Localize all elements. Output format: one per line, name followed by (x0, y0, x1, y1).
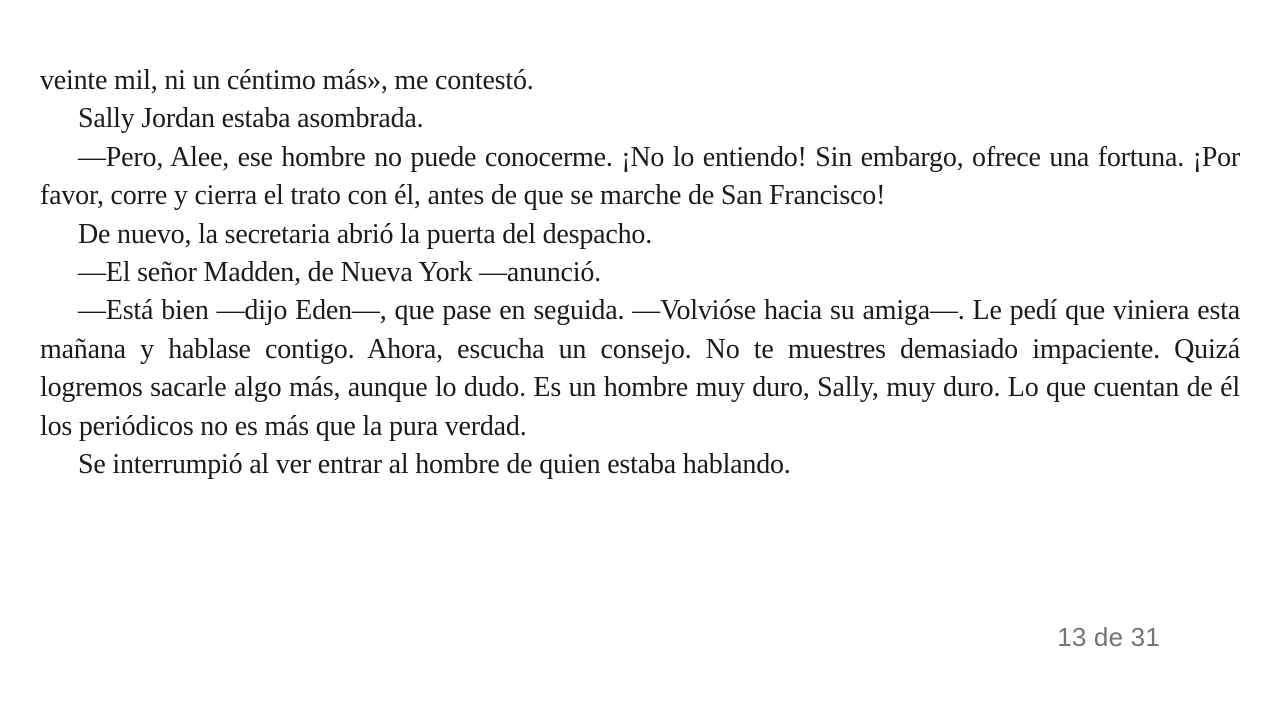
book-text-column (40, 62, 1240, 484)
page-indicator: 13 de 31 (1057, 622, 1160, 652)
paragraph: Se interrumpió al ver entrar al hombre de quien estaba hablando. (78, 449, 791, 481)
paragraph: —El señor Madden, de Nueva York —anunció. (78, 257, 601, 289)
paragraph: —Está bien —dijo Eden—, que pase en seguida. —Volvióse hacia su amiga—. Le pedí que viniera esta mañana y hablase contigo. Ahora, escucha un consejo. No te muestres demasiado impaciente. Quizá logremos sacarle algo más, aunque lo dudo. Es un hombre muy duro, Sally, muy duro. Lo que cuentan de él los periódicos no es más que la pura verdad. (40, 295, 1240, 442)
paragraph: Sally Jordan estaba asombrada. (78, 103, 424, 135)
paragraph: De nuevo, la secretaria abrió la puerta del despacho. (78, 218, 653, 250)
paragraph: veinte mil, ni un céntimo más», me contestó. (40, 65, 534, 96)
paragraph: —Pero, Alee, ese hombre no puede conocerme. ¡No lo entiendo! Sin embargo, ofrece una fortuna. ¡Por favor, corre y cierra el trato con él, antes de que se marche de San Francisco! (40, 141, 1240, 212)
